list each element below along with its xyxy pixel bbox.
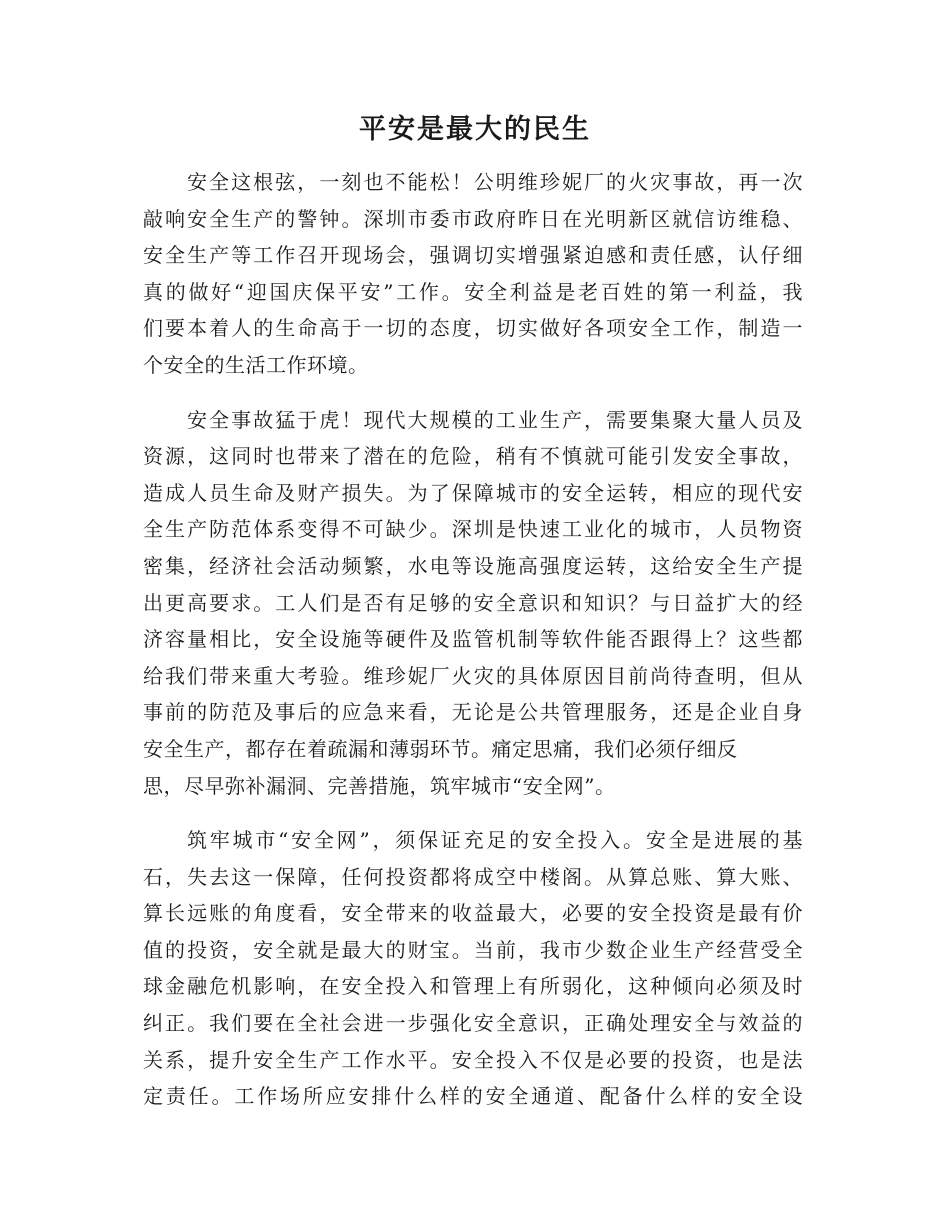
- paragraph: [143, 822, 803, 1115]
- paragraph-line: 全生产防范体系变得不可缺少。深圳是快速工业化的城市，人员物资: [143, 517, 803, 542]
- paragraph-line: 真的做好“迎国庆保平安”工作。安全利益是老百姓的第一利益，我: [143, 279, 803, 304]
- paragraph-line: 事前的防范及事后的应急来看，无论是公共管理服务，还是企业自身: [143, 700, 803, 725]
- paragraph-line: 安全生产，都存在着疏漏和薄弱环节。痛定思痛，我们必须仔细反: [143, 736, 738, 761]
- paragraph-line: 关系，提升安全生产工作水平。安全投入不仅是必要的投资，也是法: [143, 1047, 803, 1072]
- paragraph-line: 值的投资，安全就是最大的财宝。当前，我市少数企业生产经营受全: [143, 937, 803, 962]
- paragraph-line: 密集，经济社会活动频繁，水电等设施高强度运转，这给安全生产提: [143, 553, 803, 578]
- paragraph-line: 纠正。我们要在全社会进一步强化安全意识，正确处理安全与效益的: [143, 1011, 803, 1036]
- paragraph: [143, 402, 803, 805]
- paragraph-line: 敲响安全生产的警钟。深圳市委市政府昨日在光明新区就信访维稳、: [143, 206, 803, 231]
- page-title: 平安是最大的民生: [359, 114, 591, 145]
- document-body: [143, 164, 803, 1133]
- paragraph-line: 个安全的生活工作环境。: [143, 352, 369, 377]
- paragraph-line: 球金融危机影响，在安全投入和管理上有所弱化，这种倾向必须及时: [143, 974, 803, 999]
- paragraph-line: 给我们带来重大考验。维珍妮厂火灾的具体原因目前尚待查明，但从: [143, 663, 803, 688]
- paragraph-line: 安全生产等工作召开现场会，强调切实增强紧迫感和责任感，认仔细: [143, 243, 803, 268]
- paragraph-line: 石，失去这一保障，任何投资都将成空中楼阁。从算总账、算大账、: [143, 864, 803, 889]
- paragraph-line: 安全事故猛于虎！现代大规模的工业生产，需要集聚大量人员及: [187, 407, 803, 432]
- paragraph-line: 出更高要求。工人们是否有足够的安全意识和知识？与日益扩大的经: [143, 590, 803, 615]
- paragraph-line: 思，尽早弥补漏洞、完善措施，筑牢城市“安全网”。: [143, 773, 616, 798]
- paragraph-line: 们要本着人的生命高于一切的态度，切实做好各项安全工作，制造一: [143, 316, 803, 341]
- paragraph-line: 造成人员生命及财产损失。为了保障城市的安全运转，相应的现代安: [143, 480, 803, 505]
- paragraph-line: 济容量相比，安全设施等硬件及监管机制等软件能否跟得上？这些都: [143, 627, 803, 652]
- paragraph-line: 安全这根弦，一刻也不能松！公明维珍妮厂的火灾事故，再一次: [187, 170, 803, 194]
- paragraph-line: 算长远账的角度看，安全带来的收益最大，必要的安全投资是最有价: [143, 901, 803, 926]
- paragraph-line: 定责任。工作场所应安排什么样的安全通道、配备什么样的安全设: [143, 1084, 803, 1109]
- paragraph: [143, 164, 803, 384]
- paragraph-line: 资源，这同时也带来了潜在的危险，稍有不慎就可能引发安全事故，: [143, 444, 803, 469]
- paragraph-line: 筑牢城市“安全网”，须保证充足的安全投入。安全是进展的基: [187, 828, 803, 853]
